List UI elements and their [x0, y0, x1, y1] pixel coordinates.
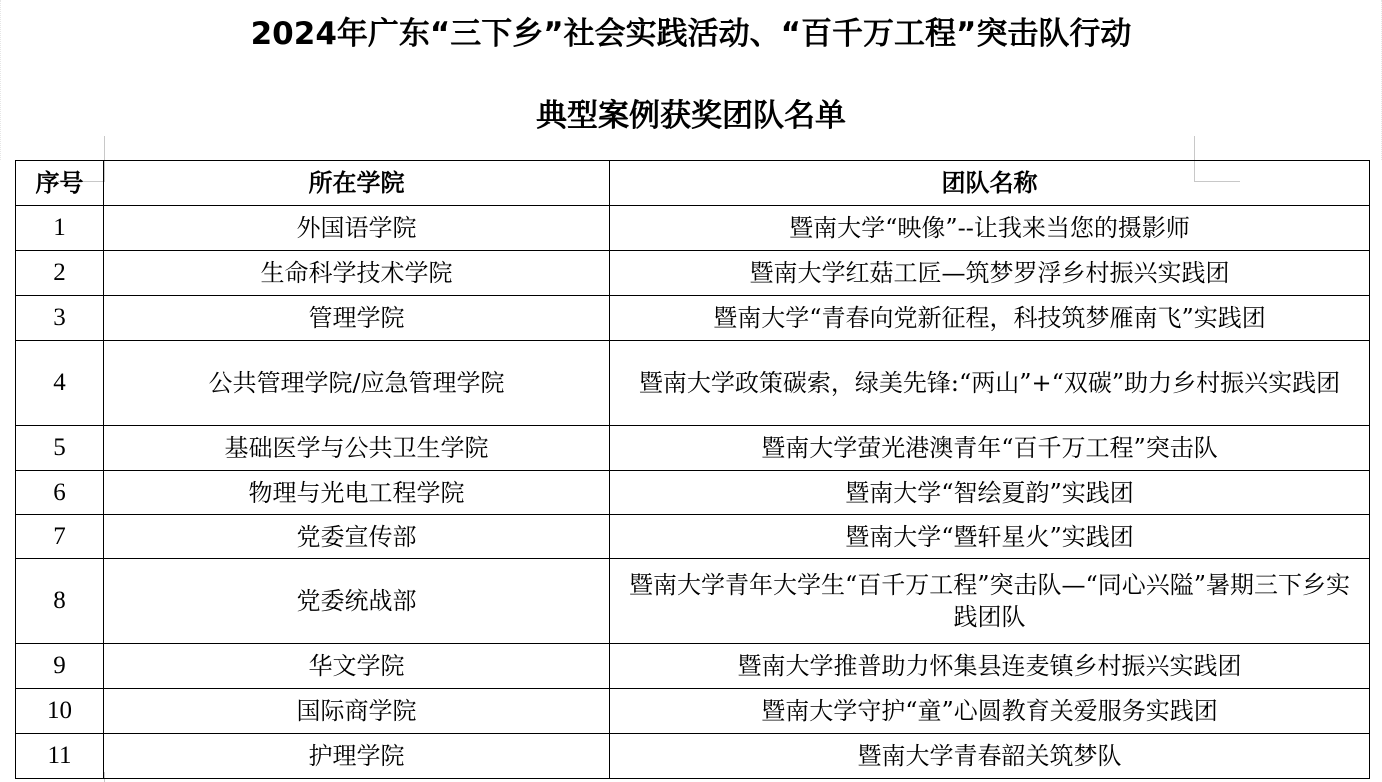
table-row	[16, 559, 1370, 644]
table-header-row	[16, 161, 1370, 206]
team-name: 暨南大学“映像”--让我来当您的摄影师	[610, 206, 1370, 251]
table-row	[16, 251, 1370, 296]
table-row	[16, 515, 1370, 559]
row-number: 10	[16, 689, 104, 734]
team-name: 暨南大学守护“童”心圆教育关爱服务实践团	[610, 689, 1370, 734]
table-row	[16, 426, 1370, 471]
team-name: 暨南大学青春韶关筑梦队	[610, 734, 1370, 779]
team-name: 暨南大学“青春向党新征程，科技筑梦雁南飞”实践团	[610, 296, 1370, 341]
row-number: 3	[16, 296, 104, 341]
document-title: 2024年广东“三下乡”社会实践活动、“百千万工程”突击队行动	[250, 16, 1132, 52]
table-row	[16, 296, 1370, 341]
table-row	[16, 644, 1370, 689]
row-number: 9	[16, 644, 104, 689]
row-number: 4	[16, 341, 104, 426]
table-row	[16, 734, 1370, 779]
college-name: 管理学院	[104, 296, 610, 341]
college-name: 生命科学技术学院	[104, 251, 610, 296]
row-number: 2	[16, 251, 104, 296]
team-name: 暨南大学“智绘夏韵”实践团	[610, 471, 1370, 515]
team-name: 暨南大学红菇工匠—筑梦罗浮乡村振兴实践团	[610, 251, 1370, 296]
table-row	[16, 689, 1370, 734]
row-number: 11	[16, 734, 104, 779]
table-row	[16, 471, 1370, 515]
row-number: 6	[16, 471, 104, 515]
college-name: 国际商学院	[104, 689, 610, 734]
header-team: 团队名称	[610, 161, 1370, 206]
header-college: 所在学院	[104, 161, 610, 206]
team-name: 暨南大学萤光港澳青年“百千万工程”突击队	[610, 426, 1370, 471]
college-name: 基础医学与公共卫生学院	[104, 426, 610, 471]
row-number: 7	[16, 515, 104, 559]
header-no: 序号	[16, 161, 104, 206]
table-row	[16, 341, 1370, 426]
document-subtitle: 典型案例获奖团队名单	[536, 98, 846, 134]
award-teams-table	[15, 160, 1370, 779]
college-name: 华文学院	[104, 644, 610, 689]
row-number: 1	[16, 206, 104, 251]
table-row	[16, 206, 1370, 251]
college-name: 外国语学院	[104, 206, 610, 251]
row-number: 5	[16, 426, 104, 471]
row-number: 8	[16, 559, 104, 644]
college-name: 公共管理学院/应急管理学院	[104, 341, 610, 426]
team-name: 暨南大学“暨轩星火”实践团	[610, 515, 1370, 559]
college-name: 党委宣传部	[104, 515, 610, 559]
college-name: 物理与光电工程学院	[104, 471, 610, 515]
college-name: 党委统战部	[104, 559, 610, 644]
team-name: 暨南大学推普助力怀集县连麦镇乡村振兴实践团	[610, 644, 1370, 689]
team-name: 暨南大学青年大学生“百千万工程”突击队—“同心兴隘”暑期三下乡实践团队	[610, 559, 1370, 644]
team-name: 暨南大学政策碳索，绿美先锋:“两山”+“双碳”助力乡村振兴实践团	[610, 341, 1370, 426]
college-name: 护理学院	[104, 734, 610, 779]
